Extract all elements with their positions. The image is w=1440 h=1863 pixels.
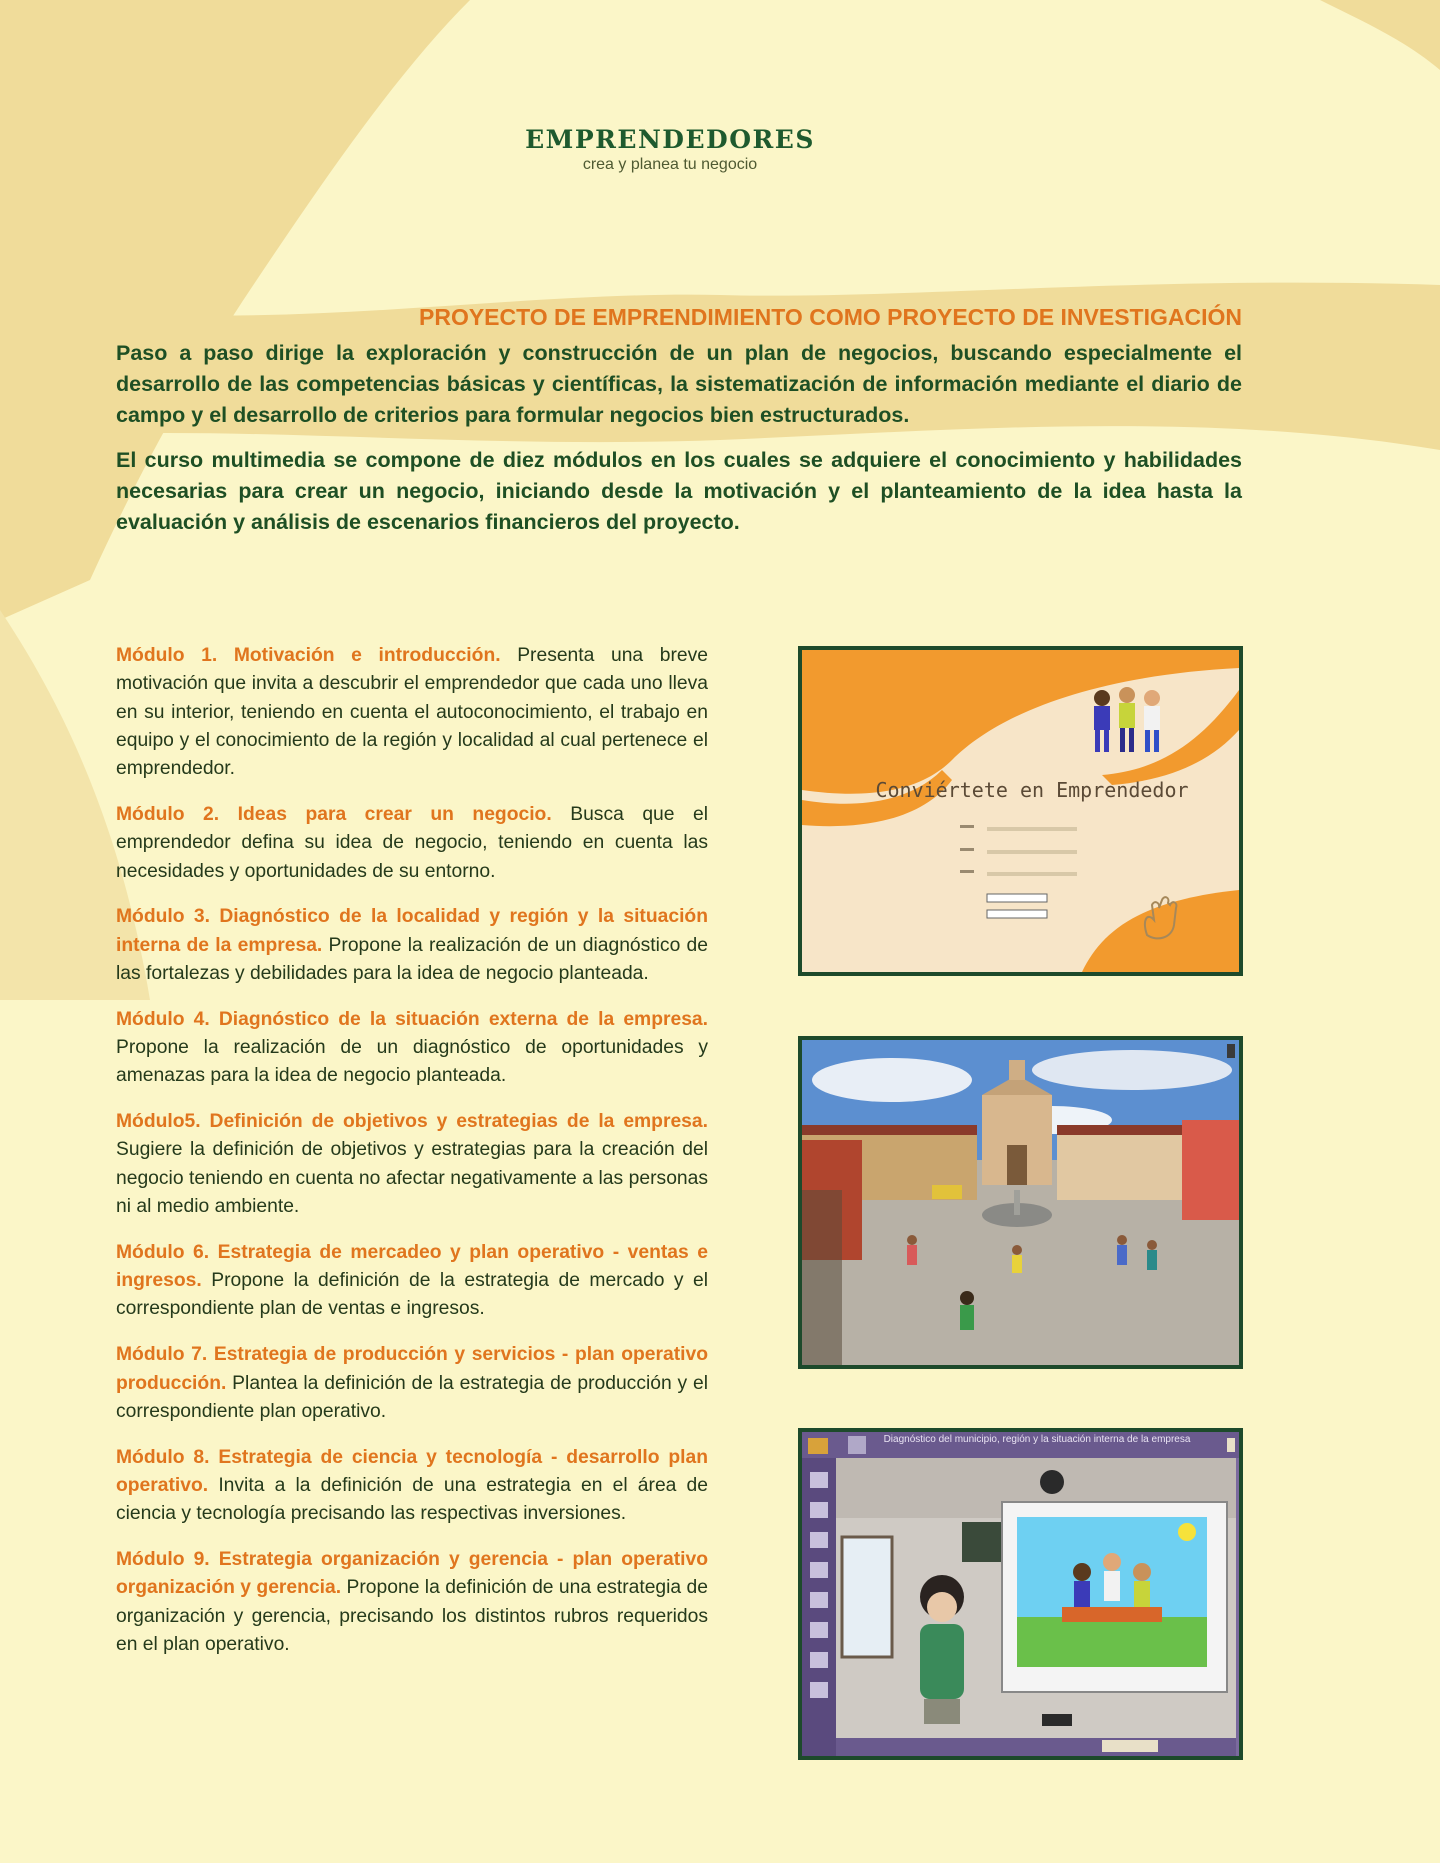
module-title: Módulo 9. Estrategia organización y gerencia - plan operativo organización y gerencia. (116, 1549, 708, 1599)
plaza-screenshot (798, 1036, 1243, 1369)
intro-paragraph: El curso multimedia se compone de diez módulos en los cuales se adquiere el conocimiento y habilidades necesarias para crear un negocio, iniciando desde la motivación y el planteamiento de la idea hasta la evaluación y análisis de escenarios financieros del proyecto. (116, 448, 1242, 534)
module-text: Sugiere la definición de objetivos y estrategias para la creación del negocio teniendo en cuenta no afectar negativamente a las personas ni al medio ambiente. (116, 1139, 708, 1218)
module-text: Plantea la definición de la estrategia de producción y el correspondiente plan operativo. (116, 1372, 708, 1422)
login-screen-art (802, 650, 1239, 972)
module-title: Módulo 6. Estrategia de mercadeo y plan operativo - ventas e ingresos. (116, 1241, 708, 1292)
plaza-scene-art (802, 1040, 1239, 1365)
module-text: Invita a la definición de una estrategia en el área de ciencia y tecnología precisando las respectivas inversiones. (116, 1474, 709, 1525)
module-item (116, 1444, 708, 1529)
intro-paragraph: Paso a paso dirige la exploración y construcción de un plan de negocios, buscando especialmente el desarrollo de las competencias básicas y científicas, la sistematización de información mediante el diario de campo y el desarrollo de criterios para formular negocios bien estructurados. (116, 341, 1242, 427)
module-title: Módulo 3. Diagnóstico de la localidad y región y la situación interna de la empresa. (116, 906, 708, 956)
login-screen-title: Conviértete en Emprendedor (875, 778, 1189, 802)
module-text: Presenta una breve motivación que invita a descubrir el emprendedor que cada uno lleva en su interior, teniendo en cuenta el autoconocimiento, el trabajo en equipo y el conocimiento de la región y localidad al cual pertenece el emprendedor. (116, 645, 708, 780)
brand-title: EMPRENDEDORES (525, 125, 815, 154)
module-text: Propone la definición de una estrategia de organización y gerencia, precisando los distintos rubros requeridos en el plan operativo. (116, 1577, 708, 1655)
classroom-caption: Diagnóstico del municipio, región y la situación interna de la empresa (883, 1434, 1191, 1445)
module-title: Módulo 7. Estrategia de producción y servicios - plan operativo producción. (116, 1344, 708, 1394)
module-title: Módulo 1. Motivación e introducción. (116, 645, 501, 666)
module-item (116, 801, 708, 886)
projection-screen (1002, 1502, 1227, 1692)
module-title: Módulo 2. Ideas para crear un negocio. (116, 803, 552, 825)
module-item (116, 903, 708, 988)
brand-tagline: crea y planea tu negocio (582, 156, 758, 173)
module-item (116, 642, 708, 783)
classroom-scene-art (802, 1432, 1239, 1756)
module-list (116, 642, 708, 1677)
module-text: Busca que el emprendedor defina su idea de negocio, teniendo en cuenta las necesidades y oportunidades de su entorno. (116, 803, 709, 882)
module-title: Módulo 8. Estrategia de ciencia y tecnología - desarrollo plan operativo. (116, 1446, 708, 1496)
intro-block (116, 338, 1242, 552)
module-title: Módulo 4. Diagnóstico de la situación externa de la empresa. (116, 1008, 708, 1030)
brand-header (400, 125, 940, 174)
module-text: Propone la definición de la estrategia de mercado y el correspondiente plan de ventas e ingresos. (116, 1270, 708, 1320)
module-item (116, 1006, 708, 1091)
module-item (116, 1108, 708, 1221)
module-item (116, 1239, 708, 1324)
module-text: Propone la realización de un diagnóstico de oportunidades y amenazas para la idea de negocio planteada. (116, 1037, 708, 1087)
module-item (116, 1341, 708, 1426)
section-heading: PROYECTO DE EMPRENDIMIENTO COMO PROYECTO DE INVESTIGACIÓN (419, 304, 1242, 330)
module-title: Módulo5. Definición de objetivos y estrategias de la empresa. (116, 1111, 708, 1133)
app-logo-icon (808, 1438, 828, 1454)
login-screenshot (798, 646, 1243, 976)
teacher-character (920, 1575, 964, 1724)
module-text: Propone la realización de un diagnóstico de las fortalezas y debilidades para la idea de negocio planteada. (116, 934, 708, 984)
classroom-screenshot (798, 1428, 1243, 1760)
module-item (116, 1546, 708, 1659)
